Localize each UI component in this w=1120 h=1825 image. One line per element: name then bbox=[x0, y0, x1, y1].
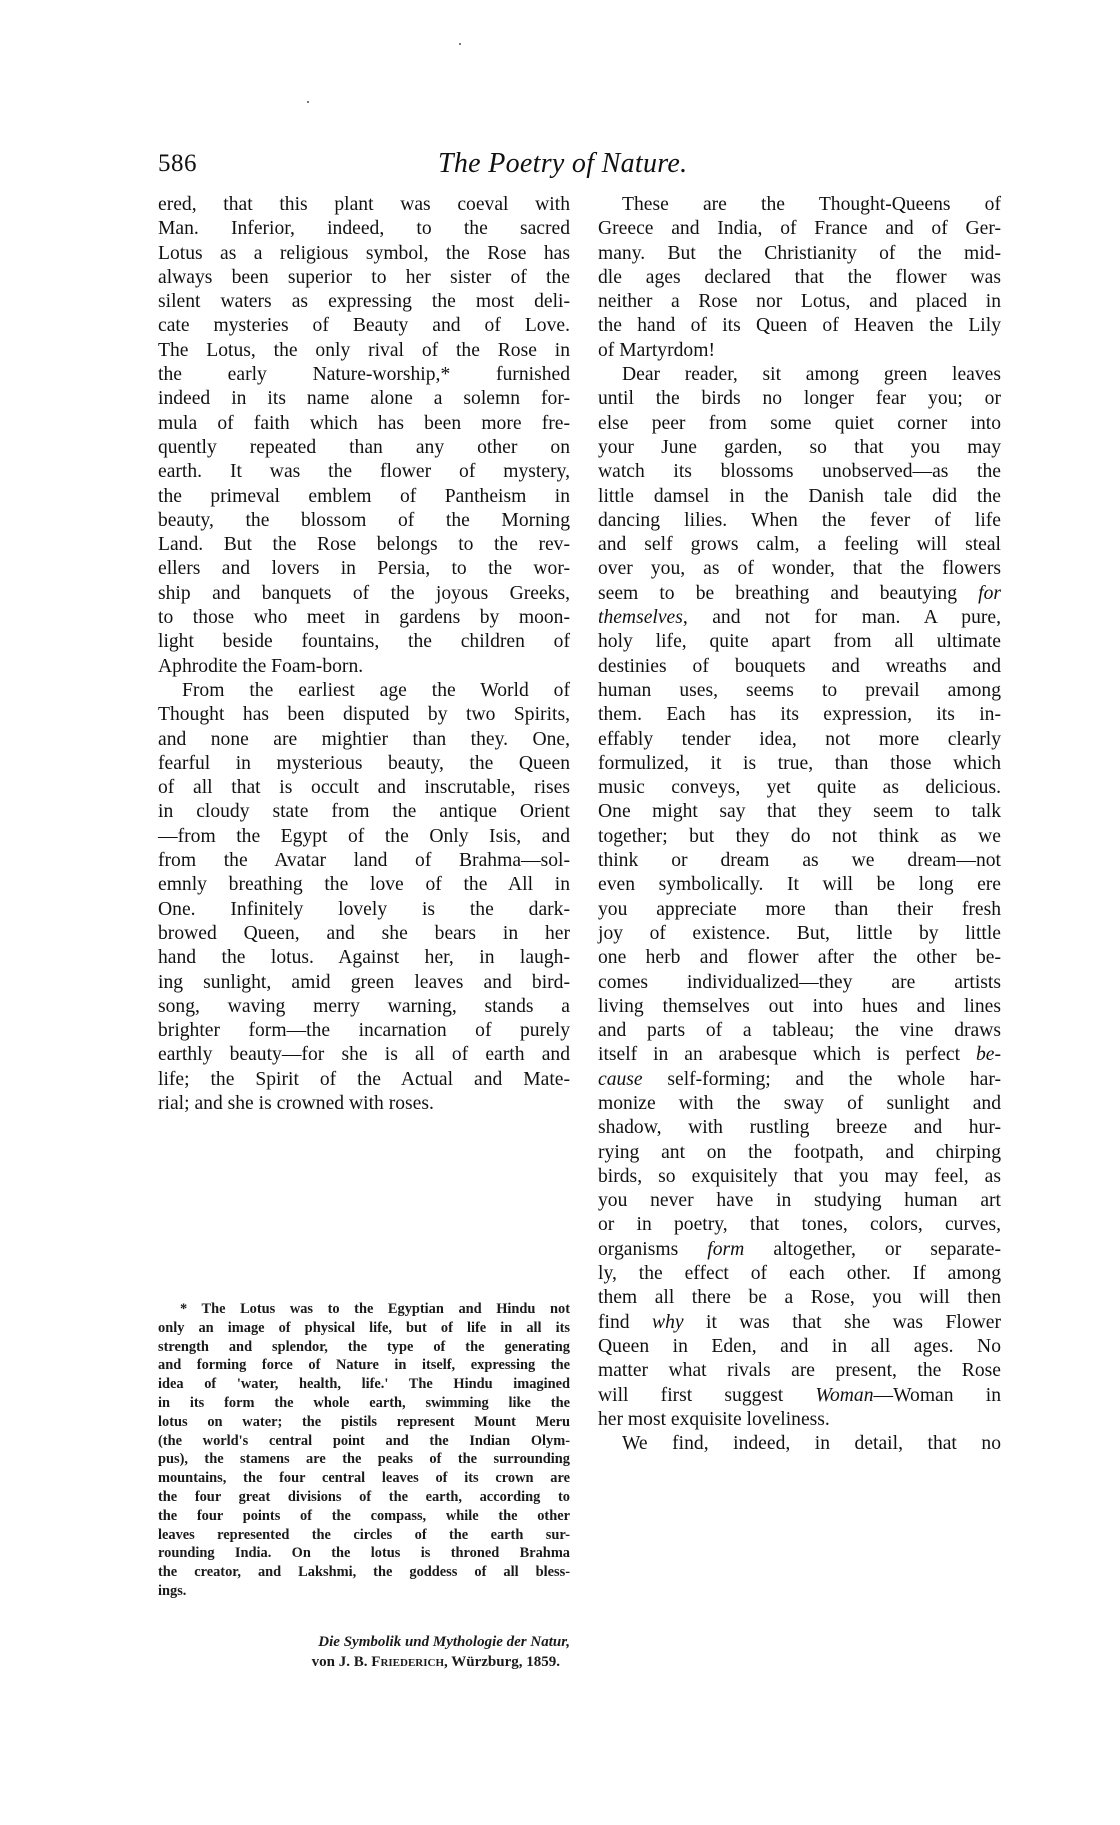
italic-emphasis: cause bbox=[598, 1068, 643, 1090]
body-text-line: birds, so exquisitely that you may feel, as bbox=[598, 1165, 1001, 1187]
body-text-line: watch its blossoms unobserved—as the bbox=[598, 461, 1001, 483]
footnote-line: * The Lotus was to the Egyptian and Hindu not bbox=[180, 1301, 570, 1317]
body-text-line: themselves, and not for man. A pure, bbox=[598, 607, 1001, 629]
running-head bbox=[158, 150, 1000, 186]
left-column bbox=[158, 193, 570, 1116]
body-text-line: organisms form altogether, or separate- bbox=[598, 1238, 1002, 1260]
scan-speck bbox=[459, 43, 461, 45]
footnote-line: only an image of physical life, but of life in all its bbox=[158, 1319, 570, 1336]
body-text-line: together; but they do not think as we bbox=[598, 825, 1001, 847]
body-text-line: dancing lilies. When the fever of life bbox=[598, 509, 1001, 531]
italic-emphasis: for bbox=[978, 582, 1001, 604]
citation-author-prefix: von J. B. bbox=[311, 1653, 372, 1670]
citation-author-name: Friederich bbox=[371, 1653, 445, 1670]
body-text-line: Aphrodite the Foam-born. bbox=[158, 655, 364, 677]
body-text-line: ship and banquets of the joyous Greeks, bbox=[158, 582, 570, 604]
body-text-line: formulized, it is true, than those which bbox=[598, 752, 1001, 774]
footnote-line: idea of 'water, health, life.' The Hindu imagined bbox=[158, 1376, 570, 1393]
body-text-line: hand the lotus. Against her, in laugh- bbox=[158, 947, 570, 969]
body-text-line: Lotus as a religious symbol, the Rose has bbox=[158, 242, 570, 264]
running-title: The Poetry of Nature. bbox=[438, 148, 688, 179]
italic-emphasis: Woman bbox=[815, 1384, 874, 1406]
body-text-line: you never have in studying human art bbox=[598, 1190, 1001, 1212]
footnote-line: the four great divisions of the earth, according to bbox=[158, 1488, 570, 1505]
body-text-line: from the Avatar land of Brahma—sol- bbox=[158, 850, 570, 872]
body-text-line: always been superior to her sister of the bbox=[158, 266, 570, 288]
body-text-line: —from the Egypt of the Only Isis, and bbox=[158, 825, 570, 847]
right-column bbox=[598, 193, 1001, 1456]
body-text-line: These are the Thought-Queens of bbox=[622, 194, 1001, 215]
body-text-line: We find, indeed, in detail, that no bbox=[622, 1433, 1001, 1455]
body-text-line: effably tender idea, not more clearly bbox=[598, 728, 1001, 750]
body-text-line: in cloudy state from the antique Orient bbox=[158, 801, 570, 823]
footnote-line: lotus on water; the pistils represent Mount Meru bbox=[158, 1413, 570, 1430]
body-text-line: ered, that this plant was coeval with bbox=[158, 194, 570, 215]
body-text-line: silent waters as expressing the most deli- bbox=[158, 291, 570, 313]
body-text-line: until the birds no longer fear you; or bbox=[598, 388, 1001, 410]
body-text-line: Dear reader, sit among green leaves bbox=[622, 364, 1001, 386]
footnote-line: (the world's central point and the Indian Olym- bbox=[158, 1432, 570, 1449]
body-text-line: her most exquisite loveliness. bbox=[598, 1408, 830, 1430]
body-text-line: little damsel in the Danish tale did the bbox=[598, 485, 1001, 507]
body-text-line: to those who meet in gardens by moon- bbox=[158, 607, 570, 629]
body-text-line: holy life, quite apart from all ultimate bbox=[598, 631, 1001, 653]
footnote-citation bbox=[158, 1633, 570, 1672]
body-text-line: indeed in its name alone a solemn for- bbox=[158, 388, 570, 410]
body-text-line: cause self-forming; and the whole har- bbox=[598, 1068, 1001, 1090]
body-text-line: or in poetry, that tones, colors, curves, bbox=[598, 1214, 1001, 1236]
body-text-line: life; the Spirit of the Actual and Mate- bbox=[158, 1068, 570, 1090]
body-text-line: rial; and she is crowned with roses. bbox=[158, 1092, 434, 1114]
body-text-line: earth. It was the flower of mystery, bbox=[158, 461, 570, 483]
body-text-line: them. Each has its expression, its in- bbox=[598, 704, 1001, 726]
italic-emphasis: why bbox=[652, 1311, 684, 1333]
body-text-line: human uses, seems to prevail among bbox=[598, 679, 1001, 701]
body-text-line: find why it was that she was Flower bbox=[598, 1311, 1001, 1333]
body-text-line: Greece and India, of France and of Ger- bbox=[598, 218, 1001, 240]
footnote-line: the four points of the compass, while the other bbox=[158, 1507, 570, 1524]
body-text-line: neither a Rose nor Lotus, and placed in bbox=[598, 291, 1001, 313]
body-text-line: matter what rivals are present, the Rose bbox=[598, 1360, 1001, 1382]
footnote-line: ings. bbox=[158, 1582, 187, 1599]
body-text-line: emnly breathing the love of the All in bbox=[158, 874, 570, 896]
body-text-line: them all there be a Rose, you will then bbox=[598, 1287, 1001, 1309]
body-text-line: brighter form—the incarnation of purely bbox=[158, 1020, 570, 1042]
italic-emphasis: themselves bbox=[598, 607, 683, 629]
body-text-line: dle ages declared that the flower was bbox=[598, 266, 1001, 288]
italic-emphasis: form bbox=[707, 1238, 745, 1260]
body-text-line: seem to be breathing and beautying for bbox=[598, 582, 1001, 604]
footnote-line: mountains, the four central leaves of its crown are bbox=[158, 1470, 570, 1487]
footnote-line: the creator, and Lakshmi, the goddess of all bless- bbox=[158, 1564, 570, 1581]
footnote-line: strength and splendor, the type of the generating bbox=[158, 1338, 570, 1355]
footnote-line: and forming force of Nature in itself, expressing the bbox=[158, 1357, 570, 1374]
body-text-line: you appreciate more than their fresh bbox=[598, 898, 1001, 920]
body-text-line: Land. But the Rose belongs to the rev- bbox=[158, 534, 570, 556]
body-text-line: One might say that they seem to talk bbox=[598, 801, 1001, 823]
body-text-line: and none are mightier than they. One, bbox=[158, 728, 570, 750]
body-text-line: the primeval emblem of Pantheism in bbox=[158, 485, 570, 507]
body-text-line: earthly beauty—for she is all of earth and bbox=[158, 1044, 570, 1066]
body-text-line: light beside fountains, the children of bbox=[158, 631, 570, 653]
body-text-line: will first suggest Woman—Woman in bbox=[598, 1384, 1001, 1406]
body-text-line: monize with the sway of sunlight and bbox=[598, 1092, 1001, 1114]
body-text-line: itself in an arabesque which is perfect be- bbox=[598, 1044, 1001, 1066]
body-text-line: ing sunlight, amid green leaves and bird- bbox=[158, 971, 570, 993]
body-text-line: shadow, with rustling breeze and hur- bbox=[598, 1117, 1001, 1139]
footnote-line: in its form the whole earth, swimming like the bbox=[158, 1394, 570, 1411]
body-text-line: and parts of a tableau; the vine draws bbox=[598, 1020, 1001, 1042]
body-text-line: music conveys, yet quite as delicious. bbox=[598, 777, 1001, 799]
body-text-line: cate mysteries of Beauty and of Love. bbox=[158, 315, 570, 337]
body-text-line: browed Queen, and she bears in her bbox=[158, 922, 570, 944]
body-text-line: one herb and flower after the other be- bbox=[598, 947, 1001, 969]
body-text-line: many. But the Christianity of the mid- bbox=[598, 242, 1001, 264]
footnote-line: pus), the stamens are the peaks of the surrounding bbox=[158, 1451, 570, 1468]
body-text-line: rying ant on the footpath, and chirping bbox=[598, 1141, 1001, 1163]
italic-emphasis: be- bbox=[975, 1044, 1001, 1066]
body-text-line: the early Nature-worship,* furnished bbox=[158, 364, 570, 386]
body-text-line: beauty, the blossom of the Morning bbox=[158, 509, 570, 531]
body-text-line: mula of faith which has been more fre- bbox=[158, 412, 570, 434]
body-text-line: Thought has been disputed by two Spirits, bbox=[158, 704, 570, 726]
body-text-line: ly, the effect of each other. If among bbox=[598, 1263, 1001, 1285]
body-text-line: The Lotus, the only rival of the Rose in bbox=[158, 339, 570, 361]
footnote-line: leaves represented the circles of the earth sur- bbox=[158, 1526, 570, 1543]
body-text-line: From the earliest age the World of bbox=[182, 679, 570, 701]
body-text-line: over you, as of wonder, that the flowers bbox=[598, 558, 1001, 580]
citation-author bbox=[158, 1653, 570, 1673]
body-text-line: your June garden, so that you may bbox=[598, 436, 1001, 458]
body-text-line: Man. Inferior, indeed, to the sacred bbox=[158, 218, 570, 240]
citation-author-suffix: , Würzburg, 1859. bbox=[444, 1653, 560, 1670]
body-text-line: think or dream as we dream—not bbox=[598, 850, 1001, 872]
body-text-line: even symbolically. It will be long ere bbox=[598, 874, 1001, 896]
footnote bbox=[158, 1300, 570, 1601]
citation-title: Die Symbolik und Mythologie der Natur, bbox=[318, 1634, 570, 1650]
body-text-line: quently repeated than any other on bbox=[158, 436, 570, 458]
scan-speck bbox=[307, 101, 309, 103]
footnote-line: rounding India. On the lotus is throned Brahma bbox=[158, 1545, 570, 1562]
body-text-line: song, waving merry warning, stands a bbox=[158, 995, 570, 1017]
body-text-line: fearful in mysterious beauty, the Queen bbox=[158, 752, 570, 774]
body-text-line: living themselves out into hues and lines bbox=[598, 995, 1001, 1017]
body-text-line: comes individualized—they are artists bbox=[598, 971, 1001, 993]
body-text-line: ellers and lovers in Persia, to the wor- bbox=[158, 558, 570, 580]
body-text-line: and self grows calm, a feeling will steal bbox=[598, 534, 1001, 556]
body-text-line: of Martyrdom! bbox=[598, 339, 715, 361]
body-text-line: joy of existence. But, little by little bbox=[598, 922, 1001, 944]
body-text-line: else peer from some quiet corner into bbox=[598, 412, 1001, 434]
body-text-line: the hand of its Queen of Heaven the Lily bbox=[598, 315, 1001, 337]
body-text-line: destinies of bouquets and wreaths and bbox=[598, 655, 1001, 677]
page-number: 586 bbox=[158, 150, 197, 177]
body-text-line: Queen in Eden, and in all ages. No bbox=[598, 1335, 1001, 1357]
body-text-line: of all that is occult and inscrutable, rises bbox=[158, 777, 570, 799]
body-text-line: One. Infinitely lovely is the dark- bbox=[158, 898, 570, 920]
